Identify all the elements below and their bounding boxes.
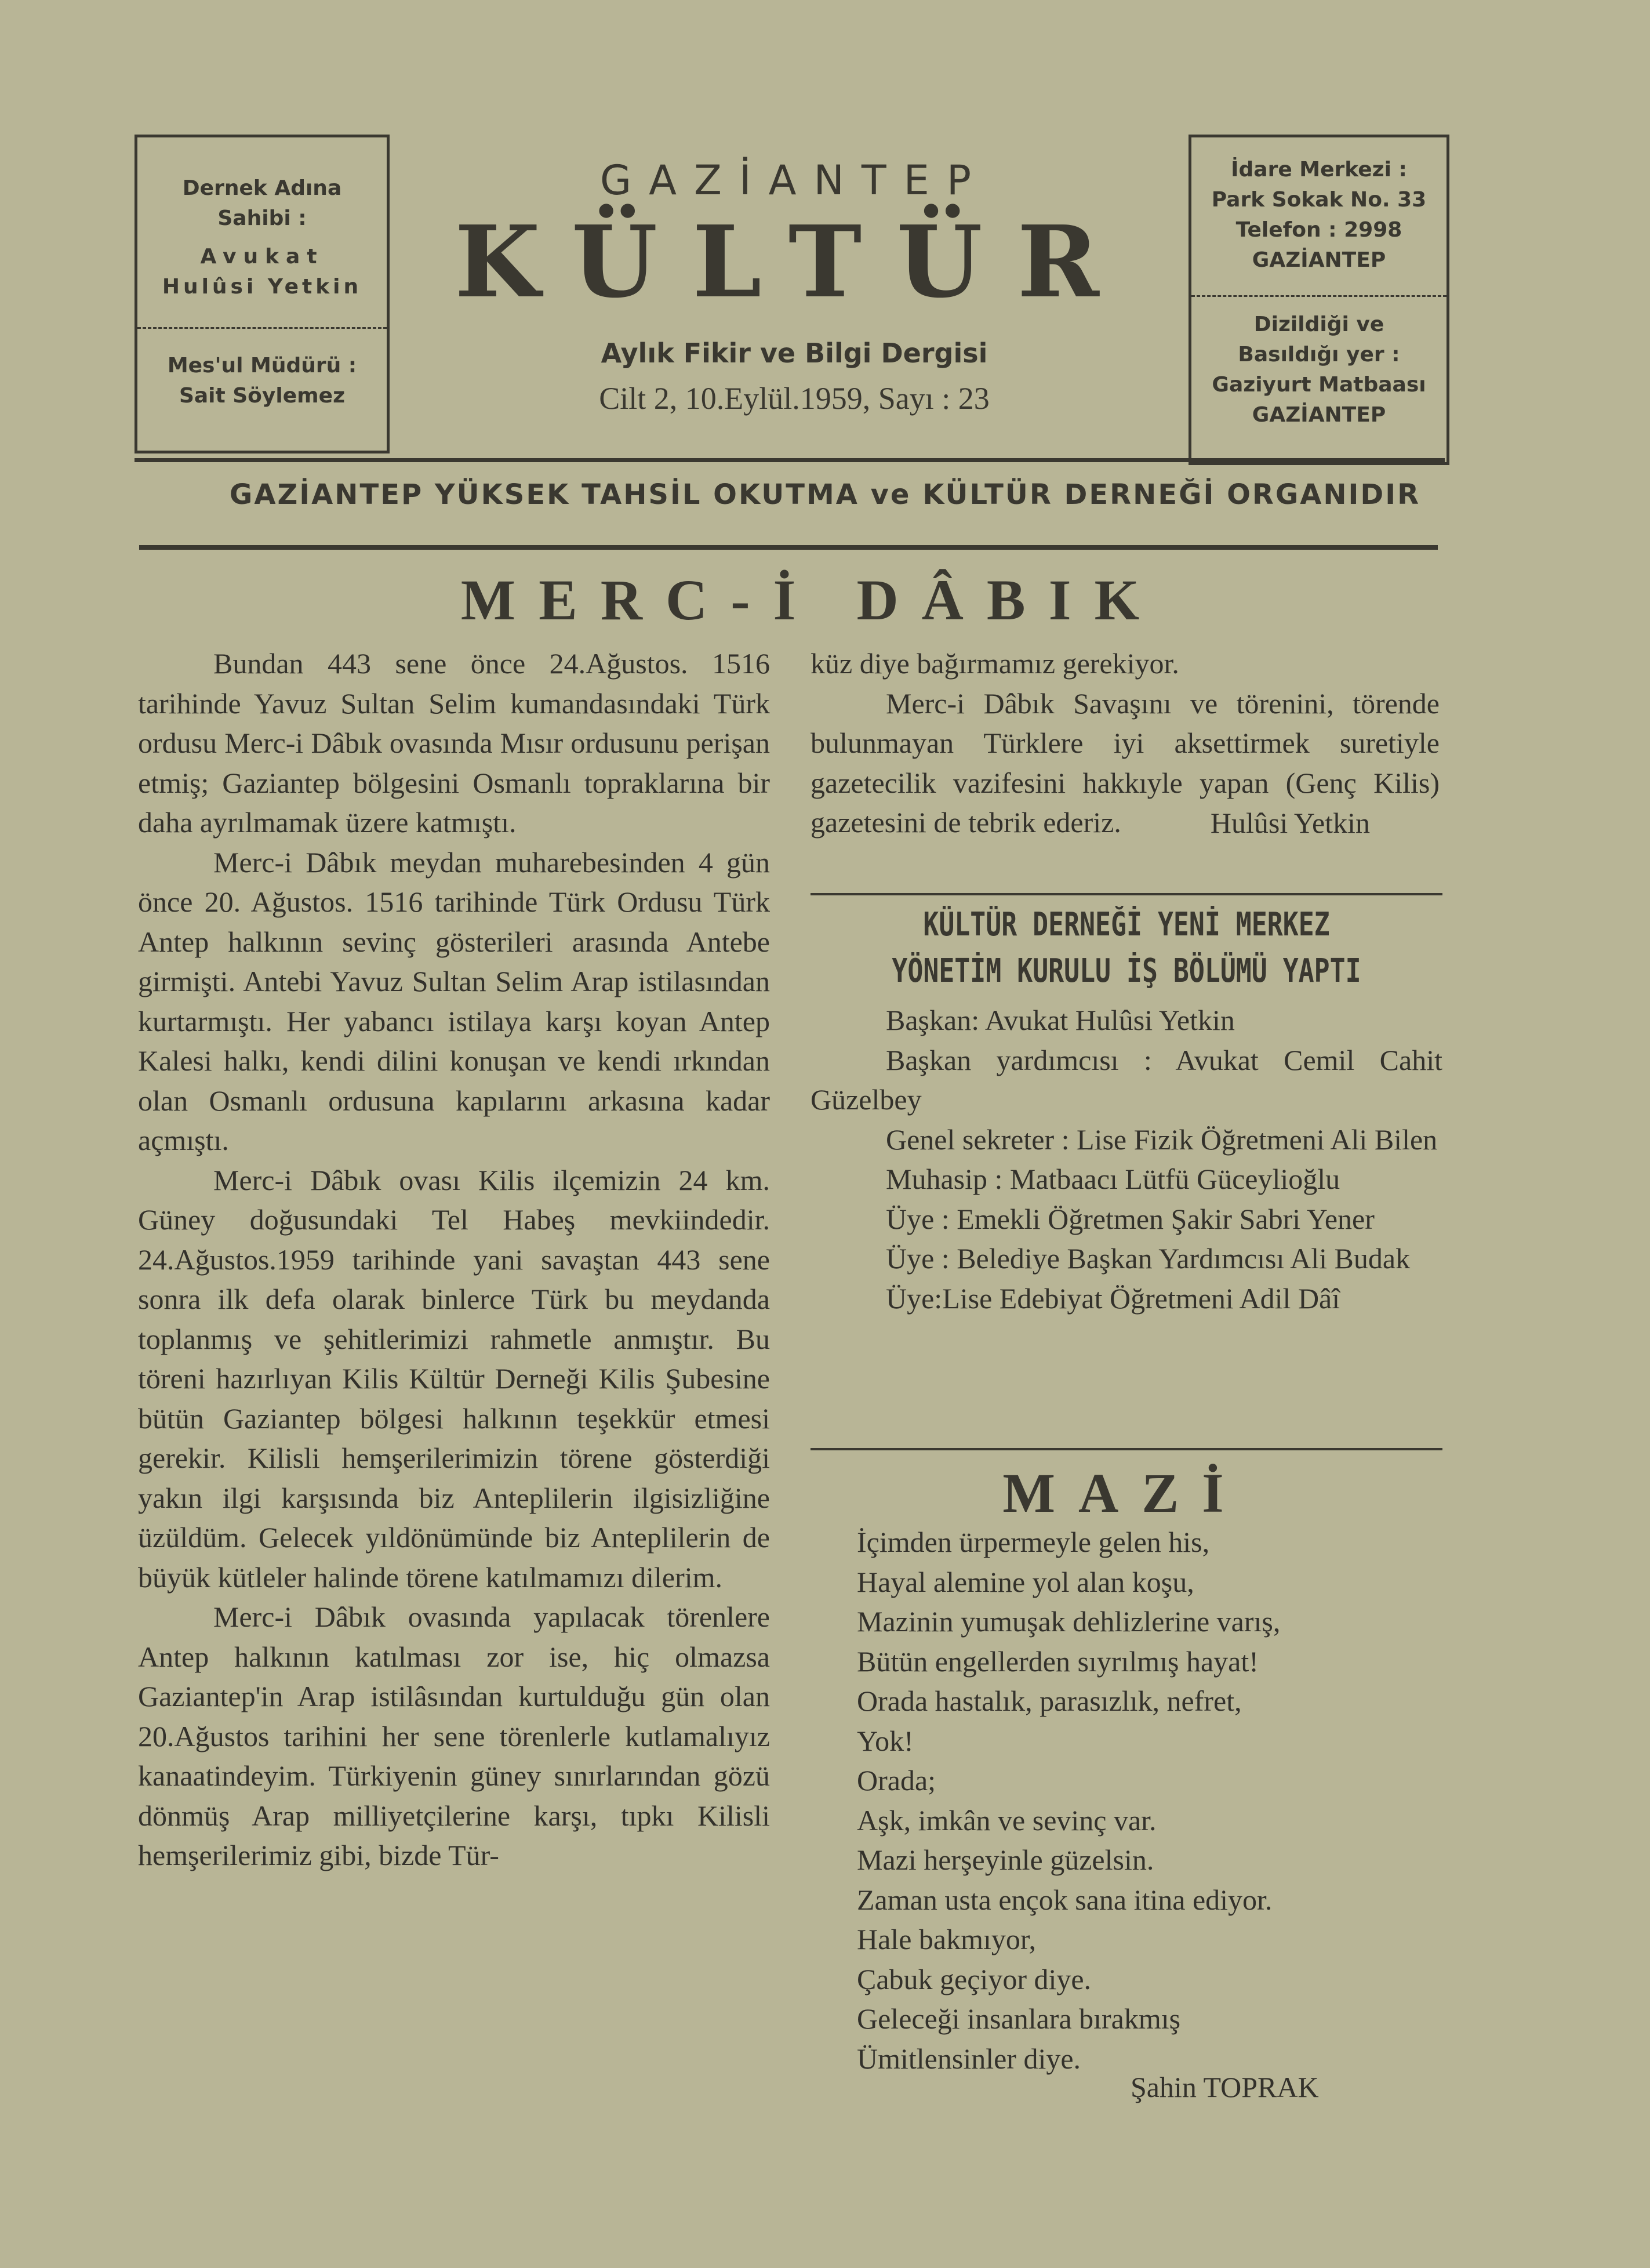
board-members (811, 1000, 1442, 1318)
member-item: Üye : Belediye Başkan Yardımcısı Ali Budak (886, 1242, 1411, 1275)
poem-line: Orada hastalık, parasızlık, nefret, (857, 1685, 1242, 1717)
member-item: Başkan: Avukat Hulûsi Yetkin (886, 1004, 1235, 1036)
owner-name: Hulûsi Yetkin (162, 275, 362, 299)
member-item: Genel sekreter : Lise Fizik Öğretmeni Ali Bilen (886, 1123, 1438, 1156)
printer-name: Gaziyurt Matbaası (1212, 373, 1426, 397)
section-rule (811, 1448, 1442, 1450)
masthead-center (406, 157, 1183, 416)
masthead-city: GAZİANTEP (599, 157, 989, 204)
organ-line: GAZİANTEP YÜKSEK TAHSİL OKUTMA ve KÜLTÜR DERNEĞİ ORGANIDIR (229, 478, 1421, 511)
poem-line: Hayal alemine yol alan koşu, (857, 1565, 1194, 1598)
office-address: Park Sokak No. 33 (1211, 188, 1427, 212)
poem-line: Geleceği insanlara bırakmış (857, 2002, 1181, 2035)
office-city: GAZİANTEP (1252, 248, 1386, 272)
section-rule (811, 893, 1442, 895)
poem-line: Bütün engellerden sıyrılmış hayat! (857, 1645, 1259, 1678)
magazine-subtitle: Aylık Fikir ve Bilgi Dergisi (601, 338, 988, 369)
editor-name: Sait Söylemez (179, 384, 346, 408)
poem-title: MAZİ (1002, 1462, 1247, 1524)
owner-title: Avukat (200, 245, 324, 268)
magazine-title: KÜLTÜR (455, 204, 1134, 320)
poem-line: Zaman usta ençok sana itina ediyor. (857, 1883, 1273, 1916)
paragraph: Merc-i Dâbık ovasında yapılacak törenlere Antep halkının katılması zor ise, hiç olmazsa Gaziantep'in Arap istilâsından kurtulduğu gün olan 20.Ağustos tarihini her sene törenlerle kutlamalıyız kanaatindeyim. Türkiyenin güney sınırlarından gözü dönmüş Arap milliyetçilerine karşı, tıpkı Kilisli hemşerilerimiz gibi, bizde Tür- (138, 1601, 770, 1871)
organ-rule (139, 545, 1438, 550)
board-title-line-2: YÖNETİM KURULU İŞ BÖLÜMÜ YAPTI (892, 952, 1361, 990)
poem-author: Şahin TOPRAK (1131, 2071, 1319, 2103)
member-item: Üye : Emekli Öğretmen Şakir Sabri Yener (886, 1202, 1375, 1235)
top-rule (135, 458, 1445, 462)
owner-box (135, 135, 390, 453)
poem-line: Yok! (857, 1724, 914, 1757)
article-author: Hulûsi Yetkin (1210, 806, 1370, 839)
poem-line: Aşk, imkân ve sevinç var. (857, 1803, 1157, 1837)
poem-line: Hale bakmıyor, (857, 1923, 1037, 1955)
poem-line: İçimden ürpermeyle gelen his, (857, 1526, 1210, 1558)
owner-label-2: Sahibi : (217, 206, 307, 230)
office-label: İdare Merkezi : (1231, 158, 1407, 182)
poem-line: Mazinin yumuşak dehlizlerine varış, (857, 1605, 1281, 1638)
office-box (1189, 135, 1449, 465)
poem-lines (857, 1522, 1280, 2078)
owner-label: Dernek Adına (182, 176, 342, 200)
poem-line: Çabuk geçiyor diye. (857, 1962, 1092, 1995)
editor-label: Mes'ul Müdürü : (167, 354, 357, 378)
poem-line: Mazi herşeyinle güzelsin. (857, 1844, 1154, 1876)
paragraph: Merc-i Dâbık Savaşını ve törenini, törende bulunmayan Türklere iyi aksettirmek suretiyle gazetecilik vazifesini hakkıyle yapan (Genç Kilis) gazetesini de tebrik ederiz. (811, 687, 1440, 839)
paragraph: Merc-i Dâbık meydan muharebesinden 4 gün önce 20. Ağustos. 1516 tarihinde Türk Ordusu Türk Antep halkının sevinç gösterileri arasında Antebe girmişti. Antebi Yavuz Sultan Selim Arap istilasından kurtarmıştı. Her yabancı istilaya karşı koyan Antep Kalesi halkı, kendi dilini konuşan ve kendi ırkından olan Osmanlı ordusuna kapılarını arkasına kadar açmıştı. (138, 845, 770, 1156)
board-title-line-1: KÜLTÜR DERNEĞİ YENİ MERKEZ (923, 906, 1330, 944)
issue-info: Cilt 2, 10.Eylül.1959, Sayı : 23 (599, 381, 990, 416)
member-item: Başkan yardımcısı : Avukat Cemil Cahit Güzelbey (811, 1043, 1442, 1116)
member-item: Muhasip : Matbaacı Lütfü Güceylioğlu (886, 1163, 1340, 1195)
board-article (811, 902, 1442, 1318)
print-label: Dizildiği ve (1253, 313, 1384, 336)
article-title-merc-i-dabik: MERC-İ DÂBIK (460, 568, 1163, 632)
print-label-2: Basıldığı yer : (1238, 343, 1400, 366)
right-column-top (811, 644, 1440, 843)
printer-city: GAZİANTEP (1252, 403, 1386, 427)
poem-line: Orada; (857, 1764, 936, 1797)
office-phone: Telefon : 2998 (1235, 218, 1402, 242)
paragraph: Merc-i Dâbık ovası Kilis ilçemizin 24 km. Güney doğusundaki Tel Habeş mevkiindedir. 24.Ağustos.1959 tarihinde yani savaştan 443 sene sonra ilk defa olarak binlerce Türk bu meydanda toplanmış ve şehitlerimizi rahmetle anmıştır. Bu töreni hazırlıyan Kilis Kültür Derneği Kilis Şubesine bütün Gaziantep bölgesi halkının teşekkür etmesi gerekir. Kilisli hemşerilerimizin törene gösterdiği yakın ilgi karşısında biz Anteplilerin ilgisizliğine üzüldüm. Gelecek yıldönümünde biz Anteplilerin de büyük kütleler halinde törene katılmamızı dilerim. (138, 1163, 770, 1594)
paragraph: küz diye bağırmamız gerekiyor. (811, 647, 1179, 680)
paragraph: Bundan 443 sene önce 24.Ağustos. 1516 tarihinde Yavuz Sultan Selim kumandasındaki Türk ordusu Merc-i Dâbık ovasında Mısır ordusunu perişan etmiş; Gaziantep bölgesini Osmanlı topraklarına bir daha ayrılmamak üzere katmıştı. (138, 647, 770, 839)
left-column (138, 644, 770, 1875)
poem-line: Ümitlensinler diye. (857, 2042, 1081, 2075)
member-item: Üye:Lise Edebiyat Öğretmeni Adil Dâî (886, 1282, 1340, 1315)
